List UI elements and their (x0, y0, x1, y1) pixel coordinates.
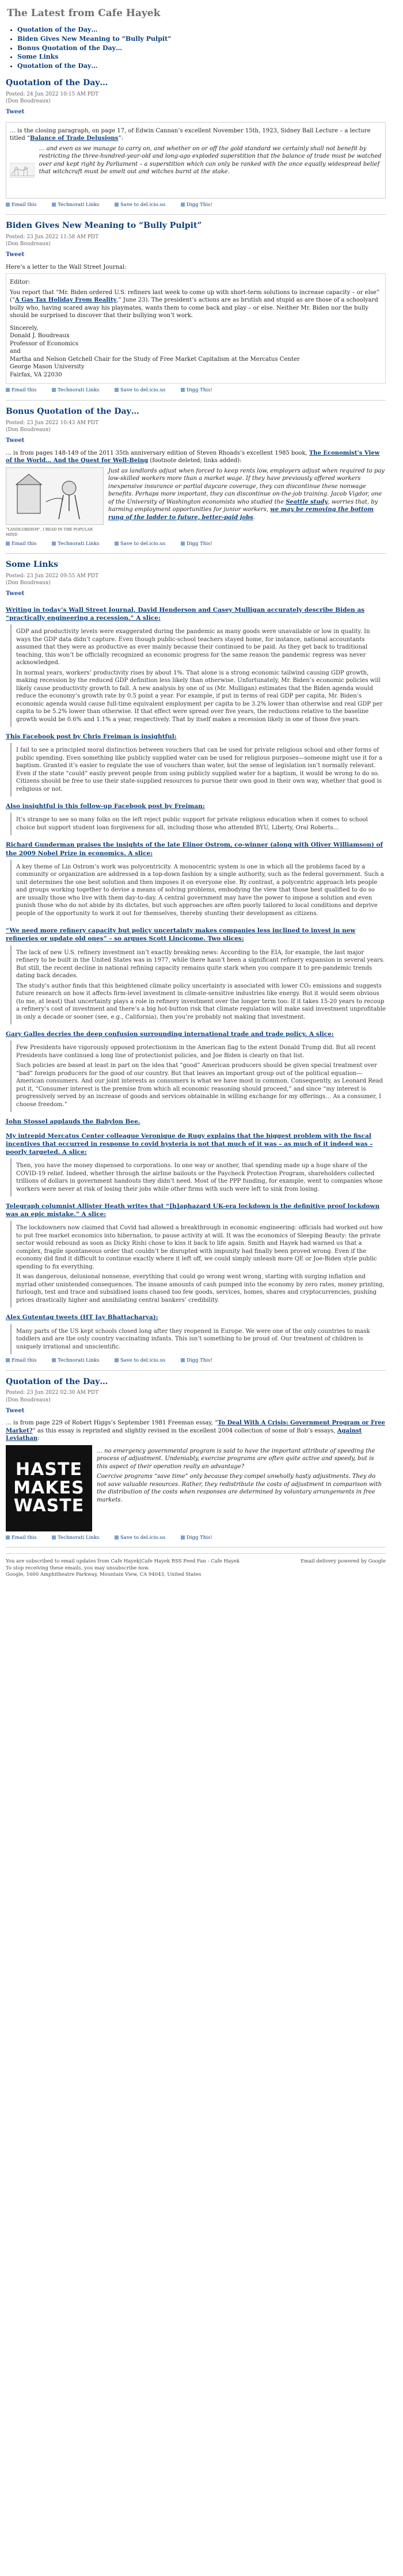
excerpt-paragraph: Such policies are based at least in part on the idea that “good” American producers should be given special treatment over “bad” foreign producers for the good of our country. But that leaves an important group out of the political equation—American consumers. And our joint interests as consumers is what we have most in common. Consequently, as Leonard Read put it, “Consumer interest is the premise from which all economic reasoning should proceed,” and since “my interest is progressively served by an increase of goods and services obtainable in willing exchange for my offerings… As a consumer, I choose freedom.” (16, 1062, 383, 1108)
link-item-title[interactable]: “We need more refinery capacity but policy uncertainty makes companies less inclined to invest in new refineries or update old ones” – so argues Scott Lincicome. Two slices: (6, 927, 356, 943)
email-this-link[interactable]: Email this (6, 387, 43, 393)
post-title[interactable]: Some Links (6, 560, 58, 570)
newsletter-title: The Latest from Cafe Hayek (7, 7, 161, 19)
letter-box (6, 273, 386, 384)
link-item-title[interactable]: My intrepid Mercatus Center colleague Veronique de Rugy explains that the biggest problem with the fiscal incentives that occurred in response to covid hysteria is not that much of it was – as much of it indeed was – poorly targeted. A slice: (6, 1132, 373, 1156)
post-intro: … is from pages 148-149 of the 2011 35th anniversary edition of Steven Rhoads’s excellent 1985 book, The Economist’s View of the World… And the Quest for Well-Being (footnote deleted; links added): (6, 449, 380, 464)
footer-left (6, 1558, 239, 1578)
post-intro: … is the closing paragraph, on page 17, of Edwin Cannan’s excellent November 15th, 1923, Sidney Ball Lecture – a lecture titled “Balance of Trade Delusions”: (10, 127, 371, 142)
post-bully-pulpit (6, 220, 386, 401)
email-footer (6, 1553, 386, 1583)
digg-link[interactable]: Digg This! (181, 1535, 219, 1541)
email-icon (6, 1358, 10, 1362)
excerpt-paragraph: It was dangerous, delusional nonsense, everything that could go wrong went wrong, starting with surging inflation and myriad other unintended consequences. The insane amounts of cash pumped into the economy by zero rates, money printing, furlough, test and trace and subsidised loans chased too few goods, services, homes, shares and cryptocurrencies, pushing prices drastically higher and annihilating central bankers’ credibility. (16, 1274, 385, 1304)
post-author: (Don Boudreaux) (6, 1397, 51, 1403)
tweet-button[interactable]: Tweet (6, 251, 25, 258)
toc-link-bully-pulpit[interactable]: Biden Gives New Meaning to “Bully Pulpit” (17, 35, 172, 43)
email-this-link[interactable]: Email this (6, 1358, 43, 1363)
intro-link[interactable]: Balance of Trade Delusions (30, 135, 119, 142)
toc-link-some-links[interactable]: Some Links (17, 53, 59, 61)
table-of-contents (10, 26, 386, 71)
email-this-link[interactable]: Email this (6, 1535, 43, 1541)
toc-link-bonus-quotation[interactable]: Bonus Quotation of the Day… (17, 44, 123, 52)
delicious-icon (115, 388, 119, 392)
post-quotation-2 (6, 1377, 386, 1548)
link-item-excerpt (10, 1159, 386, 1196)
toc-item (17, 35, 386, 44)
toc-item (17, 44, 386, 53)
digg-link[interactable]: Digg This! (181, 1358, 219, 1363)
google-address: Google, 1600 Amphitheatre Parkway, Mountain View, CA 94043, United States (6, 1572, 202, 1578)
link-item-title[interactable]: Gary Galles decries the deep confusion surrounding international trade and trade policy. A slice: (6, 1031, 334, 1038)
letter-signature: Sincerely, Donald J. Boudreaux Professor of Economics and Martha and Nelson Getchell Chair for the Study of Free Market Capitalism at the Mercatus Center George Mason University Fairfax, VA 22030 (10, 325, 300, 378)
link-item-excerpt (10, 946, 386, 1025)
letter-body: You report that “Mr. Biden ordered U.S. refiners last week to come up with short-term solutions to increase capacity – or else” (“A Gas Tax Holiday From Reality,” June 23). The president’s actions are as brutish and stupid as are those of a schoolyard bully who, having scared away his playmates, wants them to come back and play – or else. Neither Mr. Biden nor the bully should be surprised to discover that their bullying won’t work. (10, 289, 379, 319)
digg-icon (181, 1358, 185, 1362)
share-bar (6, 387, 386, 394)
post-author: (Don Boudreaux) (6, 580, 51, 586)
tweet-button[interactable]: Tweet (6, 1407, 25, 1414)
tweet-button[interactable]: Tweet (6, 590, 25, 597)
excerpt-paragraph: The lockdowners now claimed that Covid had allowed a breakthrough in economic engineering: officials had worked out how to put free market economics into hibernation, to pause activity at will. It was the economics of Sleeping Beauty: the private sector would rebound as soon as Dicky Rishi chose to kiss it back to life again. Smith and Hayek had warned us that a complex, fragile spontaneous order that couldn’t be disrupted with impunity had finally been proved wrong. Even if the economy did find it difficult to continue exactly where it left off, we could simply unleash more QE or Joe-Biden style public spending to fix everything. (16, 1225, 383, 1270)
delicious-link[interactable]: Save to del.icio.us (115, 387, 172, 393)
link-item-excerpt (10, 860, 386, 921)
post-quotation-1 (6, 78, 386, 215)
share-bar (6, 1535, 386, 1541)
excerpt-paragraph: The lack of new U.S. refinery investment isn’t exactly breaking news: According to the EIA, for example, the last major refinery to be built in the United States was in 1977, while there hasn’t been a significant refinery expansion in several years. But still, the recent decline in national refining capacity remains quite stark when you compare it to pre-pandemic trends dating back decades. (16, 949, 385, 980)
quote-with-image (6, 1445, 386, 1531)
cartoon-figure (6, 467, 104, 538)
technorati-icon (52, 388, 56, 392)
haste-makes-waste-poster: HASTE MAKES WASTE (6, 1445, 92, 1531)
cannan-cartoon-image (10, 145, 35, 196)
post-title[interactable]: Quotation of the Day… (6, 78, 108, 88)
post-body (6, 122, 386, 199)
email-icon (6, 203, 10, 207)
post-intro: Here’s a letter to the Wall Street Journal: (6, 264, 127, 270)
delicious-link[interactable]: Save to del.icio.us (115, 1535, 172, 1541)
cartoon-caption: “LANDLORDISM”, I READ IN THE POPULAR MIND (6, 527, 93, 537)
excerpt-paragraph: It’s strange to see so many folks on the left reject public support for private religious education when it comes to school choice but support student loan forgiveness for all, including those who attended BYU, Liberty, Oral Roberts… (16, 817, 368, 831)
share-bar (6, 1358, 386, 1364)
delicious-link[interactable]: Save to del.icio.us (115, 202, 172, 208)
excerpt-paragraph: In normal years, workers’ productivity rises by about 1%. That alone is a strong economic tailwind causing GDP growth, making recession by the reduced GDP definition less likely than otherwise. Unfortunately, Mr. Biden’s economic policies will likely cause productivity growth to fall. A new analysis by one of us (Mr. Mulligan) estimates that the Biden agenda would reduce the economy’s growth rate by 0.5 point a year. For example, if put in terms of real GDP per capita, Mr. Biden’s economic agenda would cause full-time equivalent employment per capita to be 3.2% lower than otherwise and real GDP per capita to be 5.2% lower than otherwise. If that effect were spread over five years, the reductions relative to the baseline growth would be 0.6% and 1.1% a year, respectively. That by itself makes a recession likely in one of those five years. (16, 669, 383, 723)
essay-link[interactable]: To Deal With A Crisis: Government Program or Free Market? (6, 1420, 385, 1434)
technorati-link[interactable]: Technorati Links (52, 541, 106, 547)
excerpt-paragraph: Many parts of the US kept schools closed long after they reopened in Europe. We were one of the only countries to mask toddlers and are the only country vaccinating infants. This isn’t something to be proud of. Our treatment of children is uniquely irrational and unscientific. (16, 1328, 370, 1350)
unsubscribe-note[interactable]: To stop receiving these emails, you may unsubscribe now. (6, 1565, 150, 1571)
link-item-excerpt (10, 624, 386, 727)
toc-link-quotation-2[interactable]: Quotation of the Day… (17, 62, 98, 70)
letter-salutation: Editor: (10, 279, 31, 286)
technorati-icon (52, 203, 56, 207)
post-author: (Don Boudreaux) (6, 98, 51, 105)
ladder-link[interactable]: we may be removing the bottom rung of the ladder to future, better-paid jobs (108, 506, 374, 521)
link-item-title[interactable]: Telegraph columnist Allister Heath writes that “[h]aphazard UK-era lockdown is the definitive proof lockdown was an epic mistake.” A slice: (6, 1203, 380, 1218)
digg-link[interactable]: Digg This! (181, 202, 219, 208)
post-date: Posted: 24 Jun 2022 10:15 AM PDT (6, 92, 99, 98)
excerpt-paragraph: GDP and productivity levels were exaggerated during the pandemic as many goods were unavailable or low in quality. In ways the GDP data didn’t capture. Even though public-school teachers stayed home, for instance, national accountants assumed that they were as productive as ever mainly because their continued to be paid. As they get back to traditional teaching, this won’t be officially recognized as economic progress for the same reason the pandemic regress was never acknowledged. (16, 628, 370, 666)
technorati-icon (52, 1535, 56, 1539)
links-list (6, 606, 386, 1354)
link-item-excerpt (10, 1324, 386, 1355)
quote-with-image (10, 145, 382, 196)
seattle-study-link[interactable]: Seattle study (286, 498, 328, 505)
delicious-icon (115, 1535, 119, 1539)
landlord-cartoon-image (6, 467, 104, 525)
excerpt-paragraph: I fail to see a principled moral distinction between vouchers that can be used for private religious school and other forms of public spending. Even something like publicly supplied water can be used for religious purposes—someone might use it for a baptism. Granted it’s easier to regulate the use of vouchers than water, but the sense of legislation isn’t normally relevant. Even if the state “could” easily prevent people from using publicly supplied water for a baptism, it would be wrong to do so. Citizens should be free to use their state-supplied resources to pursue their own good in their own way, whether that good is religious or not. (16, 747, 382, 792)
email-this-link[interactable]: Email this (6, 541, 43, 547)
digg-icon (181, 388, 185, 392)
excerpt-paragraph: A key theme of Lin Ostrom’s work was polycentricity. A monocentric system is one in which all the problems faced by a community or organization are addressed in a top-down fashion by a single authority, such as the federal government. Such a unit determines the one best solution and then imposes it on everyone else. By contrast, a polycentric approach lets people and groups working together to devise a means of solving problems, embodying the view that those best qualified to do so are usually those who live with them day-to-day. A central government may have the power to impose a solution and even punish those who do not abide by its dictates, but such approaches are often poorly tailored to local conditions and deprive people of the opportunity to work it out for themselves, thereby stunting their development as citizens. (16, 863, 384, 917)
technorati-link[interactable]: Technorati Links (52, 1535, 106, 1541)
email-this-link[interactable]: Email this (6, 202, 43, 208)
post-title[interactable]: Biden Gives New Meaning to “Bully Pulpit” (6, 221, 202, 231)
excerpt-paragraph: Few Presidents have vigorously opposed protectionism in the American flag to the extent Donald Trump did. But all recent Presidents have continued a long line of protectionist policies, and Joe Biden is clearly on that list. (16, 1045, 376, 1059)
toc-item (17, 62, 386, 71)
technorati-icon (52, 1358, 56, 1362)
digg-icon (181, 203, 185, 207)
delicious-icon (115, 1358, 119, 1362)
tweet-button[interactable]: Tweet (6, 109, 25, 116)
toc-item (17, 26, 386, 35)
link-item-title[interactable]: Also insightful is this follow-up Facebook post by Freiman: (6, 803, 205, 810)
letter-link[interactable]: A Gas Tax Holiday From Reality (15, 297, 117, 304)
post-bonus-quotation (6, 406, 386, 554)
technorati-link[interactable]: Technorati Links (52, 387, 106, 393)
technorati-link[interactable]: Technorati Links (52, 1358, 106, 1363)
share-bar (6, 202, 386, 208)
delicious-link[interactable]: Save to del.icio.us (115, 541, 172, 547)
link-item-excerpt (10, 1221, 386, 1308)
quote-text: … and even as we manage to carry on, and whether on or off the gold standard we certainly shall not benefit by restricting the three-hundred-year-old and long-ago exploded superstition that the balance of trade must be watched over and kept right by Parliament – a superstition which can only be ranked with the once equally widespread belief that witchcraft must be smelt out and witches burnt at the stake. (39, 145, 382, 176)
excerpt-paragraph: Then, you have the money dispensed to corporations. In one way or another, that spending made up a huge share of the COVID-19 relief. Indeed, whether through the airline bailouts or the Paycheck Protection Program, shareholders collected trillions of dollars in government handouts they didn’t need. Most of the PPP funding, for example, went to companies whose workers were never at risk of losing their jobs while other firms with such were left to sink from losing. (16, 1163, 383, 1192)
digg-icon (181, 542, 185, 546)
email-icon (6, 388, 10, 392)
email-icon (6, 542, 10, 546)
link-item-title[interactable]: John Stossel applauds the Babylon Bee. (6, 1118, 140, 1126)
post-date: Posted: 23 Jun 2022 09:55 AM PDT (6, 573, 99, 579)
link-item-title[interactable]: This Facebook post by Chris Freiman is insightful: (6, 733, 177, 741)
post-title[interactable]: Quotation of the Day… (6, 1377, 108, 1386)
link-item-title[interactable]: Richard Gunderman praises the insights of the late Elinor Ostrom, co-winner (along with Oliver Williamson) of the 2009 Nobel Prize in economics. A slice: (6, 841, 383, 857)
post-author: (Don Boudreaux) (6, 426, 51, 433)
excerpt-paragraph: The study’s author finds that this heightened climate policy uncertainty is associated with lower CO₂ emissions and suggests future research on how it affects firm-level investment in climate-sensitive industries like energy. But it would seem obvious (to me, at least) that uncertainty plays a role in refinery investment over the longer term too: If it takes 15-20 years to recoup a refinery’s cost of investment and there’s a big hot-button risk that climate regulation will make said investment unprofitable in only a decade or sooner (see, e.g., California), then you’re probably not making that investment. (16, 982, 386, 1020)
delicious-icon (115, 542, 119, 546)
post-author: (Don Boudreaux) (6, 241, 51, 247)
share-bar (6, 541, 386, 547)
toc-link-quotation-1[interactable]: Quotation of the Day… (17, 25, 98, 33)
post-intro: … is from page 229 of Robert Higgs’s September 1981 Freeman essay, “To Deal With A Crisis: Government Program or Free Market?” as this essay is reprinted and slightly revised in the excellent 2004 collection of some of Bob’s essays, Against Leviathan: (6, 1420, 385, 1442)
link-item-title[interactable]: Alex Gutentag tweets (HT Jay Bhattacharya): (6, 1314, 158, 1321)
digg-link[interactable]: Digg This! (181, 541, 219, 547)
link-item-title[interactable]: Writing in today’s Wall Street Journal, David Henderson and Casey Mulligan accurately describe Biden as “practically engineering a recession.” A slice: (6, 606, 365, 622)
quote-text: Just as landlords adjust when forced to keep rents low, employers adjust when required to pay low-skilled workers more than a market wage. If they have previously offered workers inexpensive insurance or partial daycare coverage, they can discontinue these nonwage benefits. Perhaps more important, they can discontinue on-the-job training. Jacob Vigdor, one of the University of Washington economists who studied the Seattle study, worries that, by harming employment opportunities for junior workers, we may be removing the bottom rung of the ladder to future, better-paid jobs. (108, 467, 385, 521)
technorati-link[interactable]: Technorati Links (52, 202, 106, 208)
book-link[interactable]: The Economist’s View of the World… And the Quest for Well-Being (6, 449, 380, 464)
post-date: Posted: 23 Jun 2022 11:58 AM PDT (6, 234, 99, 241)
digg-icon (181, 1535, 185, 1539)
technorati-icon (52, 542, 56, 546)
link-item-excerpt (10, 1041, 386, 1112)
digg-link[interactable]: Digg This! (181, 387, 219, 393)
delicious-icon (115, 203, 119, 207)
tweet-button[interactable]: Tweet (6, 437, 25, 444)
post-date: Posted: 23 Jun 2022 10:43 AM PDT (6, 420, 99, 426)
email-icon (6, 1535, 10, 1539)
link-item-excerpt (10, 813, 386, 835)
link-item-excerpt (10, 743, 386, 797)
quote-with-image (6, 467, 386, 538)
collection-link[interactable]: Against Leviathan (6, 1427, 362, 1442)
post-date: Posted: 23 Jun 2022 02:30 AM PDT (6, 1390, 99, 1396)
delicious-link[interactable]: Save to del.icio.us (115, 1358, 172, 1363)
post-some-links (6, 559, 386, 1370)
delivery-note: Email delivery powered by Google (300, 1558, 386, 1565)
toc-item (17, 53, 386, 62)
post-title[interactable]: Bonus Quotation of the Day… (6, 406, 139, 416)
quote-text: … no emergency governmental program is said to have the important attribute of speeding the process of adjustment. Undeniably, exercise programs are often quite active and speedy, but is this aspect of their operation really an advantage? Coercive programs “save time” only because they compel unwholly hasty adjustments. They do not save valuable resources. Rather, they redistribute the costs of adjustment in comparison with the distribution of the costs when responses are determined by voluntary arrangements in free markets. (97, 1447, 382, 1503)
subscription-note: You are subscribed to email updates from Cafe Hayek|Cafe Hayek RSS Feed Fan - Cafe Hayek (6, 1558, 240, 1565)
